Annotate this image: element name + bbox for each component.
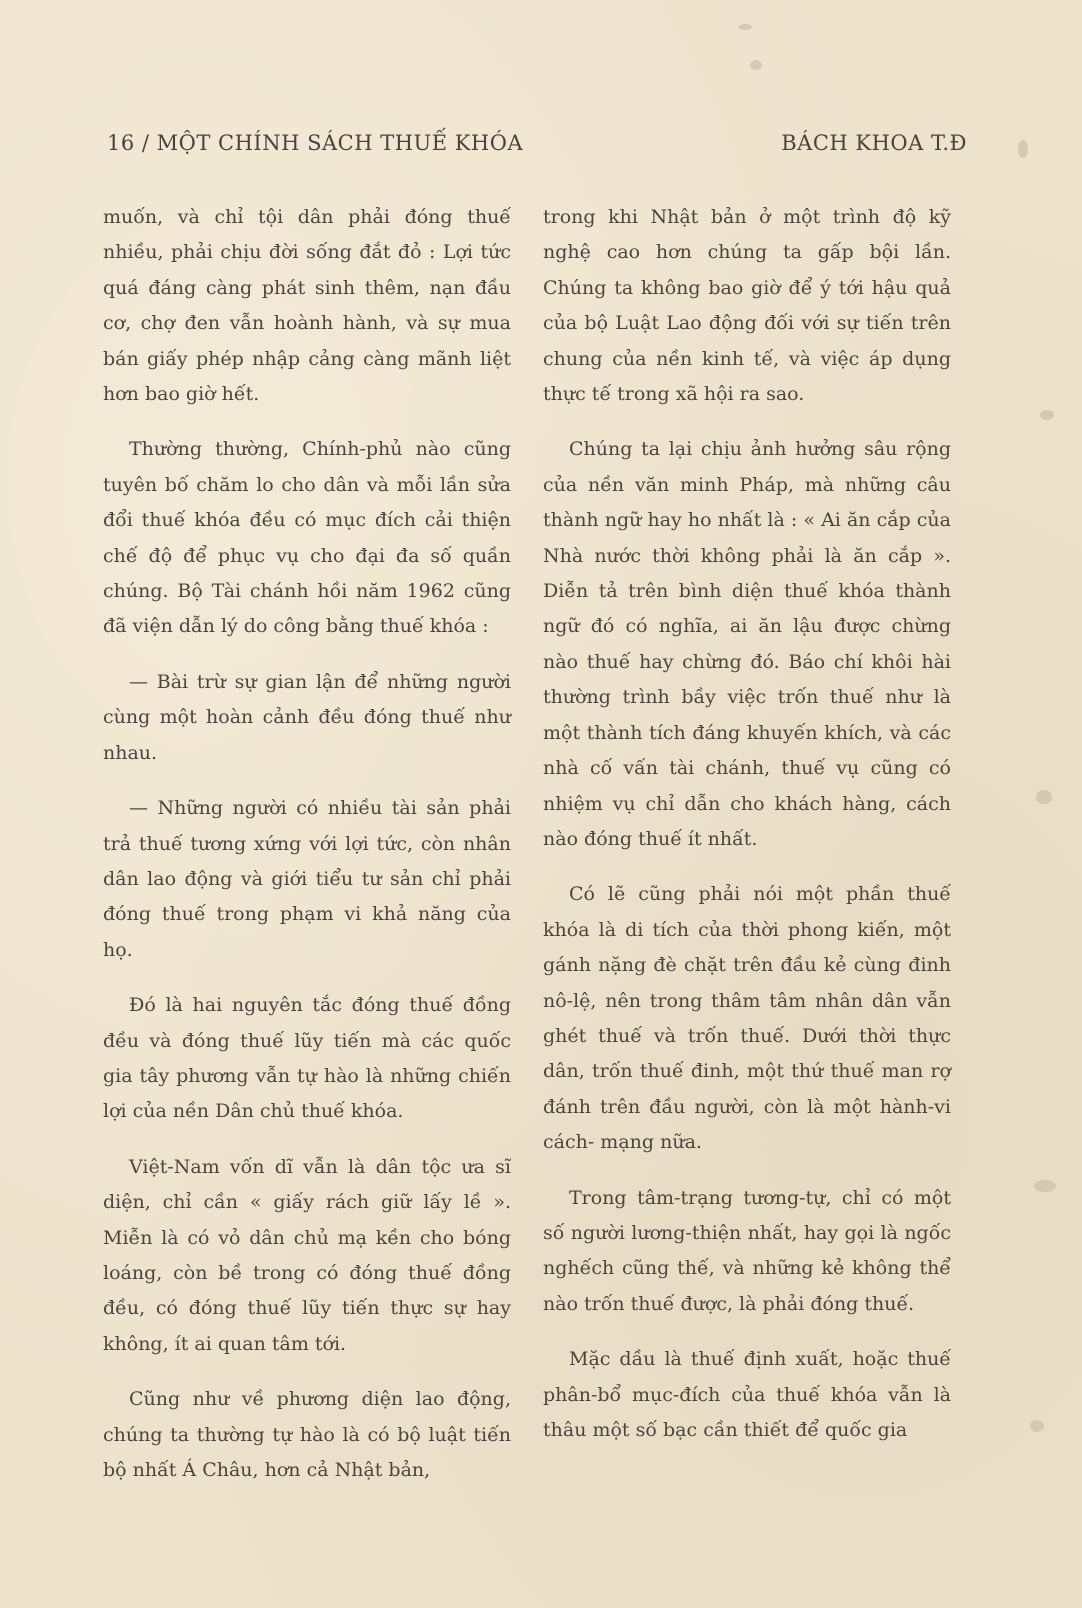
paper-stain: [1036, 790, 1052, 804]
paragraph: trong khi Nhật bản ở một trình độ kỹ nghệ cao hơn chúng ta gấp bội lần. Chúng ta không bao giờ để ý tới hậu quả của bộ Luật Lao động đối với sự tiến trên chung của nền kinh tế, và việc áp dụng thực tế trong xã hội ra sao.: [543, 206, 951, 406]
header-title: 16 / MỘT CHÍNH SÁCH THUẾ KHÓA: [107, 131, 524, 155]
paragraph: Việt-Nam vốn dĩ vẫn là dân tộc ưa sĩ diện, chỉ cần « giấy rách giữ lấy lề ». Miễn là có vỏ dân chủ mạ kền cho bóng loáng, còn bề trong có đóng thuế đồng đều, có đóng thuế lũy tiến thực sự hay không, ít ai quan tâm tới.: [103, 1155, 511, 1355]
paper-stain: [1030, 1420, 1044, 1432]
running-header: [107, 131, 967, 163]
paragraph: — Những người có nhiều tài sản phải trả thuế tương xứng với lợi tức, còn nhân dân lao động và giới tiểu tư sản chỉ phải đóng thuế trong phạm vi khả năng của họ.: [103, 797, 511, 961]
paragraph: muốn, và chỉ tội dân phải đóng thuế nhiều, phải chịu đời sống đắt đỏ : Lợi tức quá đáng càng phát sinh thêm, nạn đầu cơ, chợ đen vẫn hoành hành, và sự mua bán giấy phép nhập cảng càng mãnh liệt hơn bao giờ hết.: [103, 206, 511, 406]
paper-stain: [1018, 140, 1028, 158]
paragraph: Có lẽ cũng phải nói một phần thuế khóa là di tích của thời phong kiến, một gánh nặng đè chặt trên đầu kẻ cùng đinh nô-lệ, nên trong thâm tâm nhân dân vẫn ghét thuế và trốn thuế. Dưới thời thực dân, trốn thuế đinh, một thứ thuế man rợ đánh trên đầu người, còn là một hành-vi cách- mạng nữa.: [543, 883, 951, 1154]
right-column: [543, 200, 951, 1468]
paragraph: — Bài trừ sự gian lận để những người cùng một hoàn cảnh đều đóng thuế như nhau.: [103, 670, 511, 764]
header-journal: BÁCH KHOA T.Đ: [781, 131, 967, 155]
paragraph: Trong tâm-trạng tương-tự, chỉ có một số người lương-thiện nhất, hay gọi là ngốc nghếch cũng thế, và những kẻ không thể nào trốn thuế được, là phải đóng thuế.: [543, 1186, 951, 1315]
left-column: [103, 200, 511, 1508]
paper-stain: [1034, 1180, 1056, 1192]
paragraph: Đó là hai nguyên tắc đóng thuế đồng đều và đóng thuế lũy tiến mà các quốc gia tây phương vẫn tự hào là những chiến lợi của nền Dân chủ thuế khóa.: [103, 994, 511, 1123]
paper-stain: [738, 24, 752, 30]
paper-stain: [750, 60, 762, 70]
paragraph: Chúng ta lại chịu ảnh hưởng sâu rộng của nền văn minh Pháp, mà những câu thành ngữ hay ho nhất là : « Ai ăn cắp của Nhà nước thời không phải là ăn cắp ». Diễn tả trên bình diện thuế khóa thành ngữ đó có nghĩa, ai ăn lậu được chừng nào thuế hay chừng đó. Báo chí khôi hài thường trình bầy việc trốn thuế như là một thành tích đáng khuyến khích, và các nhà cố vấn tài chánh, thuế vụ cũng có nhiệm vụ chỉ dẫn cho khách hàng, cách nào đóng thuế ít nhất.: [543, 438, 951, 850]
paragraph: Cũng như về phương diện lao động, chúng ta thường tự hào là có bộ luật tiến bộ nhất Á Châu, hơn cả Nhật bản,: [103, 1388, 511, 1481]
paper-stain: [1040, 410, 1054, 420]
paragraph: Mặc dầu là thuế định xuất, hoặc thuế phân-bổ mục-đích của thuế khóa vẫn là thâu một số bạc cần thiết để quốc gia: [543, 1348, 951, 1441]
paragraph: Thường thường, Chính-phủ nào cũng tuyên bố chăm lo cho dân và mỗi lần sửa đổi thuế khóa đều có mục đích cải thiện chế độ để phục vụ cho đại đa số quần chúng. Bộ Tài chánh hồi năm 1962 cũng đã viện dẫn lý do công bằng thuế khóa :: [103, 438, 511, 638]
